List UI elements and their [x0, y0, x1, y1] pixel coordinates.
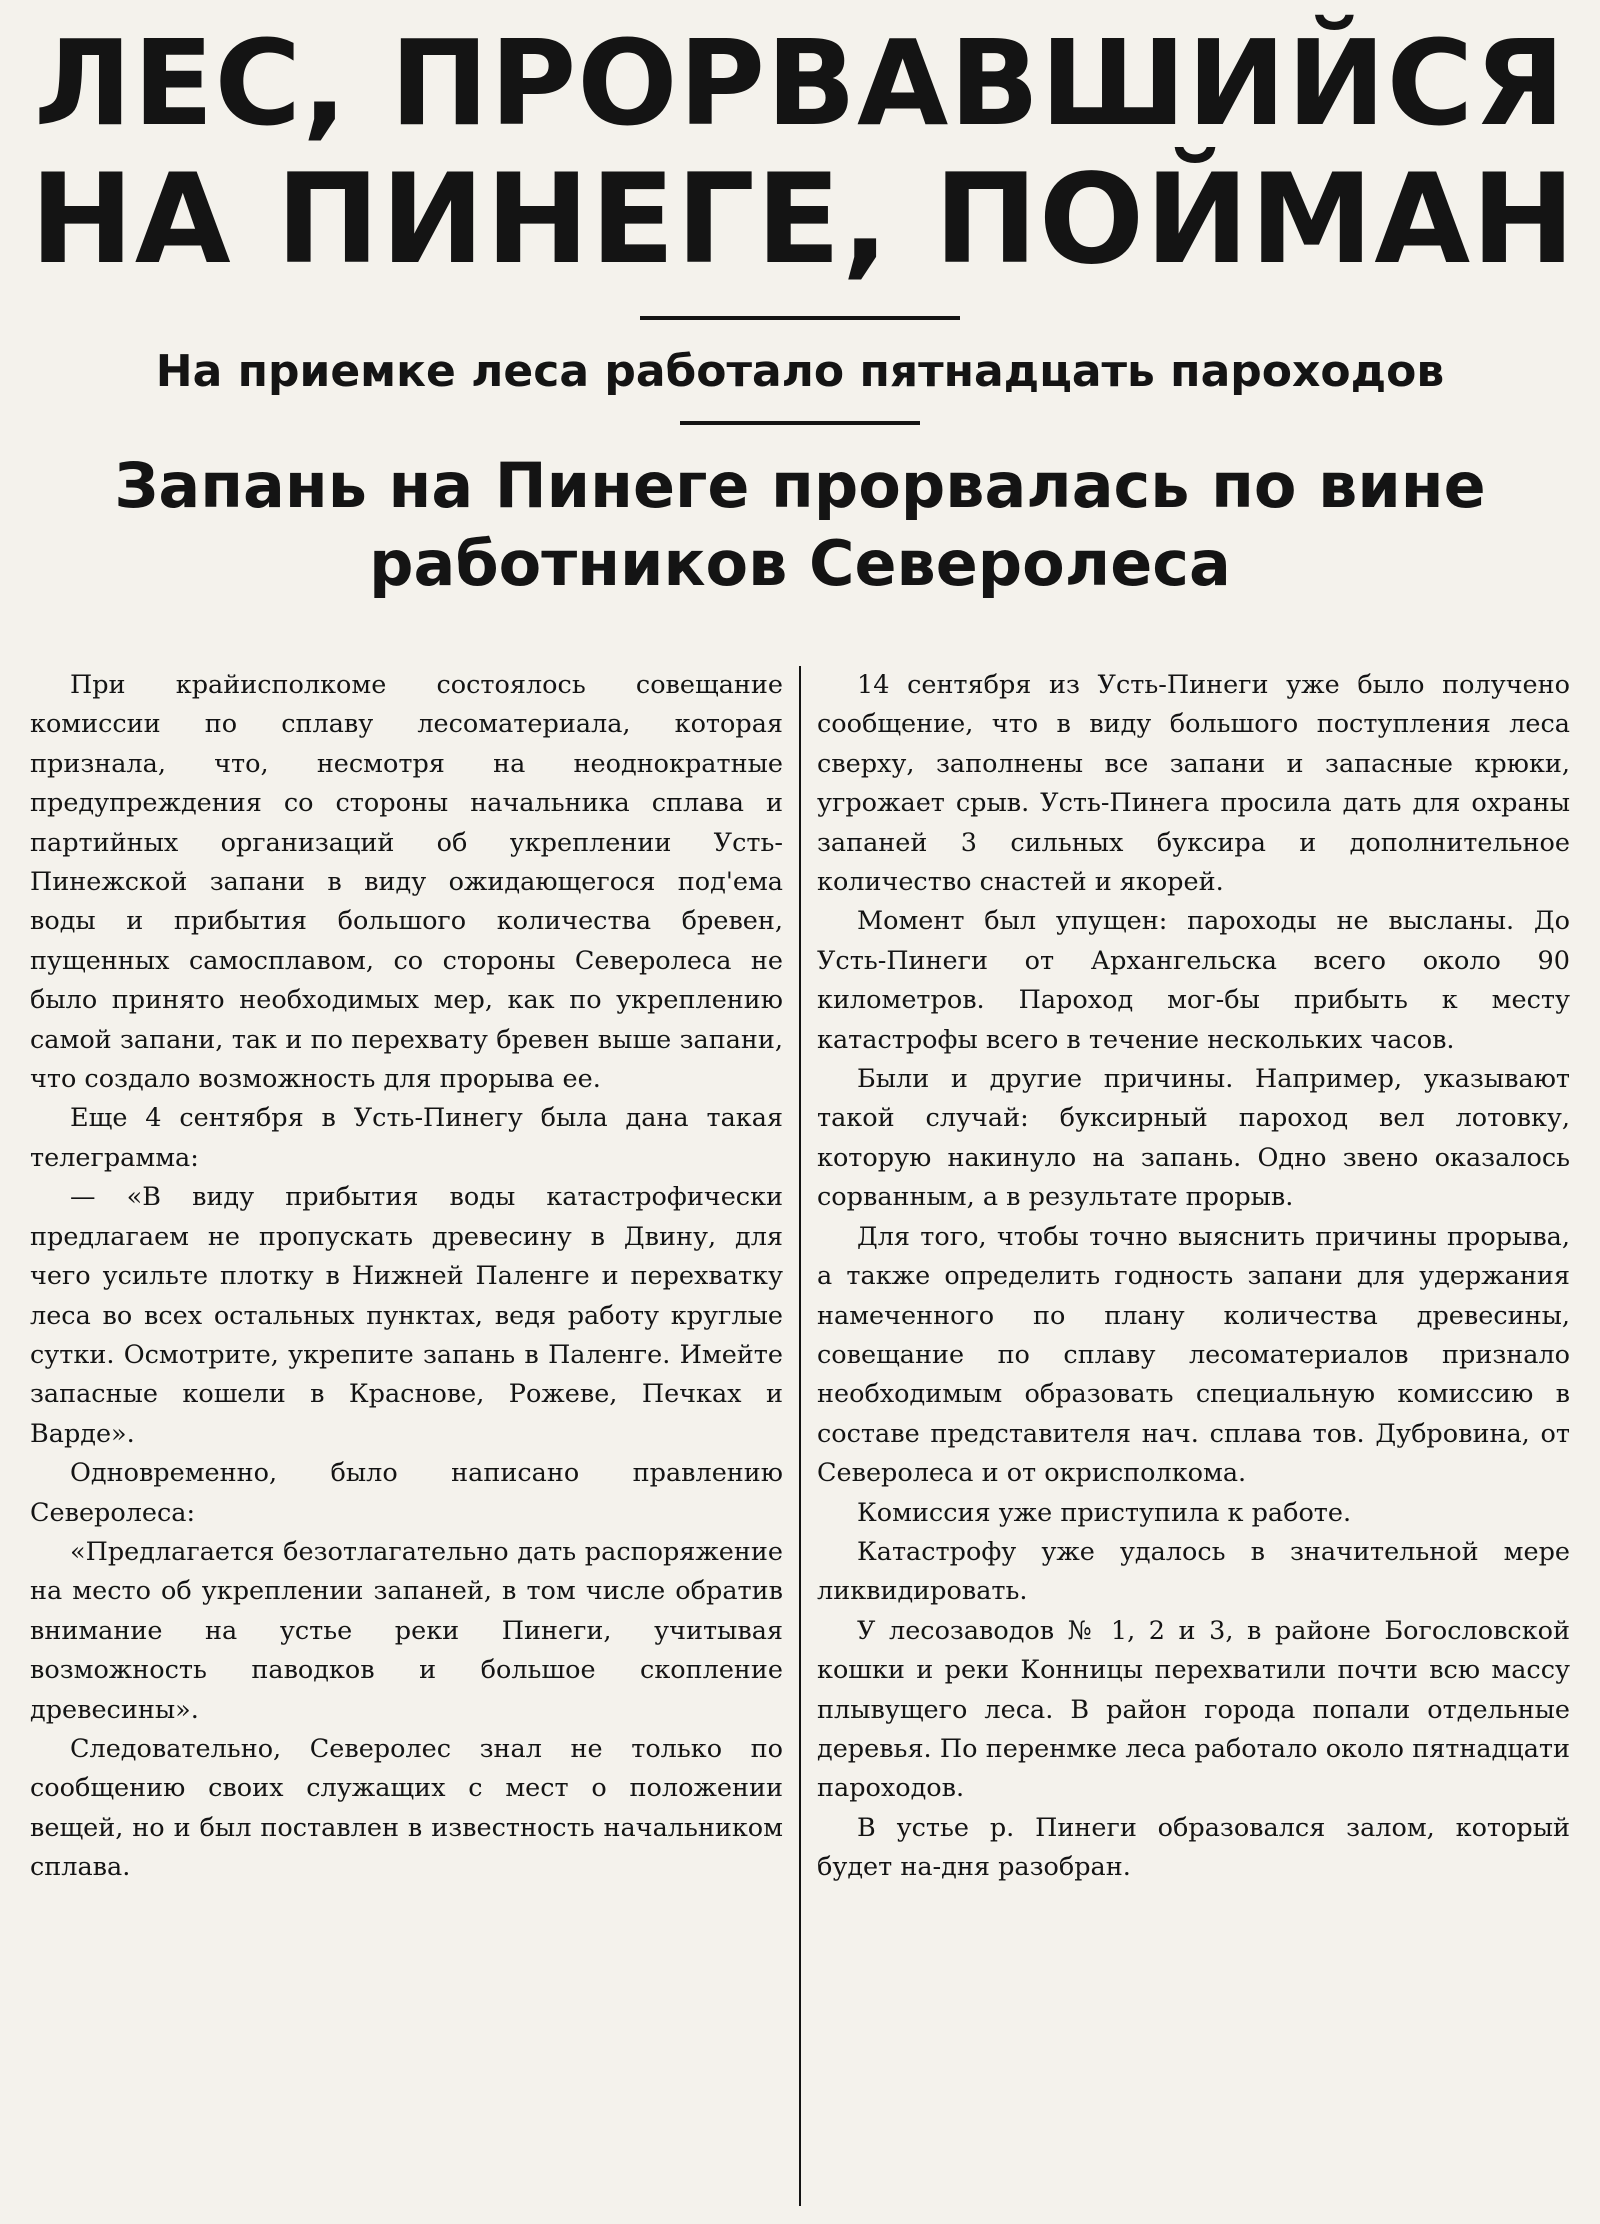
- left-column: [30, 666, 799, 2206]
- headline-line-1: ЛЕС, ПРОРВАВШИЙСЯ: [33, 14, 1567, 152]
- divider-rule: [640, 316, 960, 320]
- paragraph: У лесозаводов № 1, 2 и 3, в районе Богословской кошки и реки Конницы перехватили почти всю массу плывущего леса. В район города попали отдельные деревья. По перенмке леса работало около пятнадцати пароходов.: [817, 1615, 1570, 1804]
- paragraph: Были и другие причины. Например, указывают такой случай: буксирный пароход вел лотовку, которую накинуло на запань. Одно звено оказалось сорванным, а в результате прорыв.: [817, 1064, 1570, 1213]
- subtitle-line-1: Запань на Пинеге прорвалась по вине: [114, 449, 1486, 522]
- subheading: На приемке леса работало пятнадцать пароходов: [155, 346, 1445, 397]
- paragraph: Катастрофу уже удалось в значительной мере ликвидировать.: [817, 1536, 1570, 1607]
- paragraph: Момент был упущен: пароходы не высланы. До Усть-Пинеги от Архангельска всего около 90 километров. Пароход мог-бы прибыть к месту катастрофы всего в течение нескольких часов.: [817, 906, 1570, 1055]
- subtitle: [30, 447, 1570, 602]
- right-column: [799, 666, 1570, 2206]
- subtitle-line-2: работников Северолеса: [369, 526, 1231, 600]
- headline: [30, 14, 1577, 292]
- paragraph: 14 сентября из Усть-Пинеги уже было получено сообщение, что в виду большого поступления леса сверху, заполнены все запани и запасные крюки, угрожает срыв. Усть-Пинега просила дать для охраны запаней 3 сильных буксира и дополнительное количество снастей и якорей.: [817, 670, 1570, 898]
- headline-line-2: НА ПИНЕГЕ, ПОЙМАН: [30, 148, 1577, 292]
- divider-rule: [680, 421, 920, 425]
- paragraph: Еще 4 сентября в Усть-Пинегу была дана такая телеграмма:: [30, 1103, 783, 1173]
- paragraph: В устье р. Пинеги образовался залом, который будет на-дня разобран.: [817, 1812, 1570, 1883]
- paragraph: — «В виду прибытия воды катастрофически предлагаем не пропускать древесину в Двину, для чего усильте плотку в Нижней Паленге и перехватку леса во всех остальных пунктах, ведя работу круглые сутки. Осмотрите, укрепите запань в Паленге. Имейте запасные кошели в Краснове, Рожеве, Печках и Варде».: [30, 1182, 783, 1449]
- paragraph: При крайисполкоме состоялось совещание комиссии по сплаву лесоматериала, которая признала, что, несмотря на неоднократные предупреждения со стороны начальника сплава и партийных организаций об укреплении Усть-Пинежской запани в виду ожидающегося под'ема воды и прибытия большого количества бревен, пущенных самосплавом, со стороны Северолеса не было принято необходимых мер, как по укреплению самой запани, так и по перехвату бревен выше запани, что создало возможность для прорыва ее.: [30, 670, 783, 1095]
- paragraph: «Предлагается безотлагательно дать распоряжение на место об укреплении запаней, в том числе обратив внимание на устье реки Пинеги, учитывая возможность паводков и большое скопление древесины».: [30, 1536, 783, 1725]
- paragraph: Комиссия уже приступила к работе.: [857, 1497, 1352, 1528]
- paragraph: Для того, чтобы точно выяснить причины прорыва, а также определить годность запани для удержания намеченного по плану количества древесины, совещание по сплаву лесоматериалов признало необходимым образовать специальную комиссию в составе представителя нач. сплава тов. Дубровина, от Северолеса и от окрисполкома.: [817, 1221, 1570, 1489]
- paragraph: Одновременно, было написано правлению Северолеса:: [30, 1458, 783, 1528]
- article-body: [30, 666, 1570, 2206]
- paragraph: Следовательно, Северолес знал не только по сообщению своих служащих с мест о положении вещей, но и был поставлен в известность начальником сплава.: [30, 1733, 783, 1883]
